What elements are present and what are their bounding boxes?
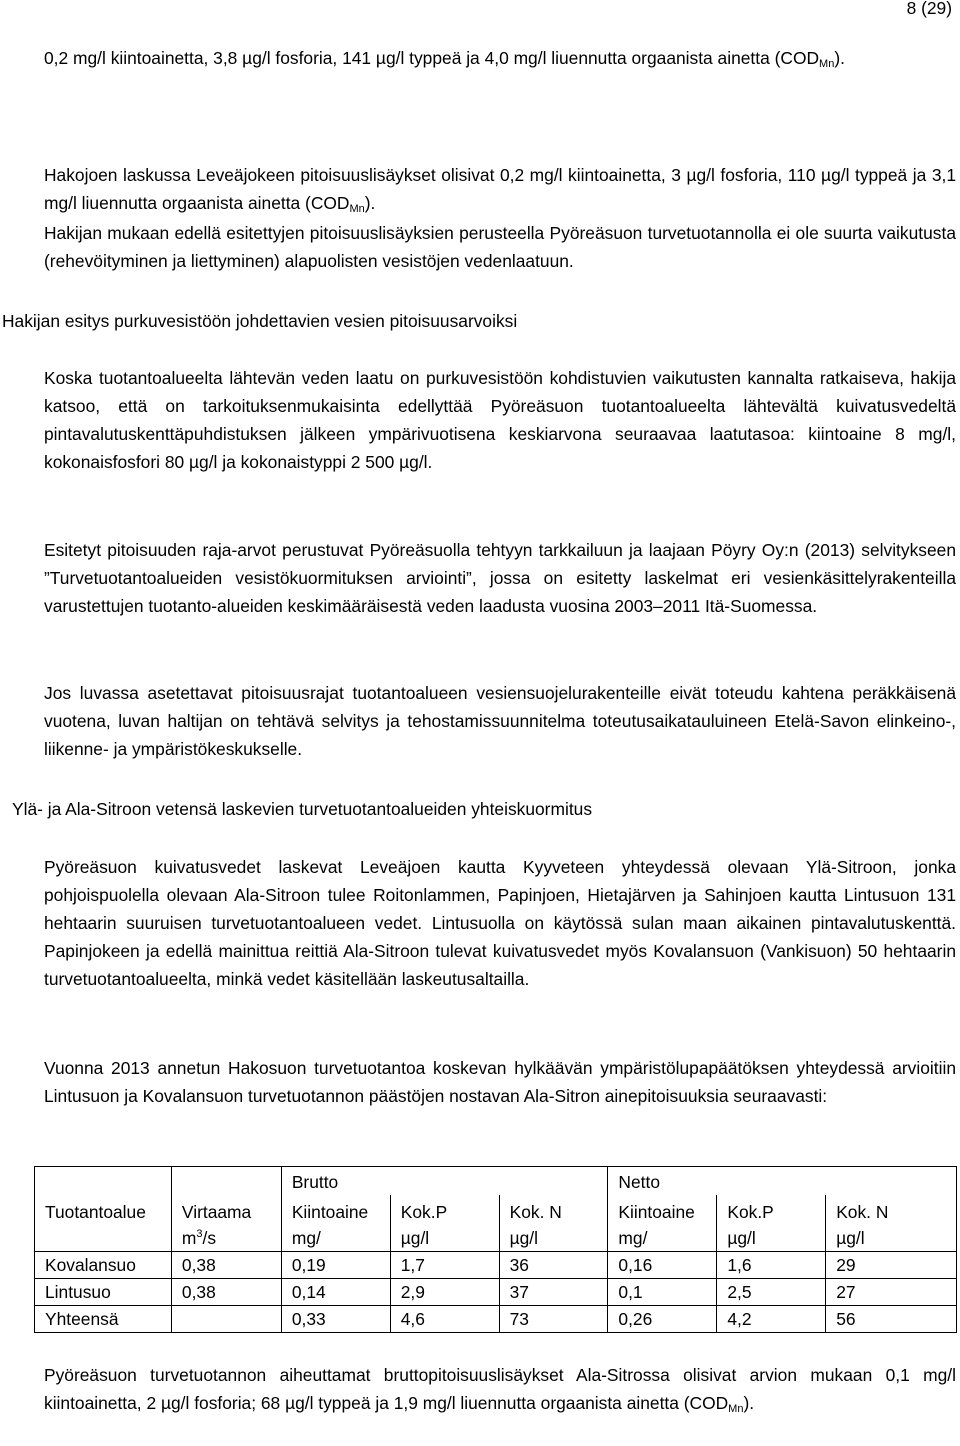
cell-netto-kiinto: 0,1 bbox=[608, 1279, 717, 1306]
table-cell bbox=[35, 1167, 172, 1196]
col-header-netto-kokn: Kok. N µg/l bbox=[826, 1195, 957, 1252]
section-heading-yhteiskuormitus: Ylä- ja Ala-Sitroon vetensä laskevien turvetuotantoalueiden yhteiskuormitus bbox=[12, 799, 593, 819]
col-header-area: Tuotantoalue bbox=[35, 1195, 172, 1252]
group-header-netto: Netto bbox=[608, 1167, 957, 1196]
cell-netto-kiinto: 0,16 bbox=[608, 1252, 717, 1279]
section-heading-pitoisuusarvot: Hakijan esitys purkuvesistöön johdettavien vesien pitoisuusarvoiksi bbox=[2, 311, 518, 331]
cell-brutto-kokp: 2,9 bbox=[390, 1279, 499, 1306]
cell-brutto-kokp: 4,6 bbox=[390, 1306, 499, 1333]
cell-area: Yhteensä bbox=[35, 1306, 172, 1333]
cell-brutto-kokn: 37 bbox=[499, 1279, 608, 1306]
cell-brutto-kiinto: 0,19 bbox=[281, 1252, 390, 1279]
cell-brutto-kiinto: 0,33 bbox=[281, 1306, 390, 1333]
cell-brutto-kokn: 36 bbox=[499, 1252, 608, 1279]
paragraph-2: Hakojoen laskussa Leveäjokeen pitoisuuslisäykset olisivat 0,2 mg/l kiintoainetta, 3 µg/l fosforia, 110 µg/l typpeä ja 3,1 mg/l liuennutta orgaanista ainetta $(COD_{Mn})$. bbox=[44, 165, 956, 215]
cell-netto-kokp: 2,5 bbox=[717, 1279, 826, 1306]
table-cell bbox=[171, 1167, 281, 1196]
cell-flow bbox=[171, 1306, 281, 1333]
page-number: 8 (29) bbox=[906, 0, 952, 18]
table-row bbox=[35, 1252, 957, 1279]
cell-area: Lintusuo bbox=[35, 1279, 172, 1306]
cell-netto-kokn: 56 bbox=[826, 1306, 957, 1333]
col-header-flow: Virtaama $m^3/s$ bbox=[171, 1195, 281, 1252]
col-header-brutto-kokp: Kok.P µg/l bbox=[390, 1195, 499, 1252]
cell-flow: 0,38 bbox=[171, 1252, 281, 1279]
paragraph-7: Pyöreäsuon kuivatusvedet laskevat Leveäjoen kautta Kyyveteen yhteydessä olevaan Ylä-Sitroon, jonka pohjoispuolella olevaan Ala-Sitroon tulee Roitonlammen, Papinjoen, Hietajärven ja Sahinjoen kautta Lintusuon 131 hehtaarin suuruisen turvetuotantoalueen vedet. Lintusuolla on käytössä sulan maan aikainen pintavalutuskenttä. Papinjokeen ja edellä mainittua reittiä Ala-Sitroon tulevat kuivatusvedet myös Kovalansuon (Vankisuon) 50 hehtaarin turvetuotantoalueelta, minkä vedet käsitellään laskeutusaltailla. bbox=[44, 857, 956, 989]
paragraph-3: Hakijan mukaan edellä esitettyjen pitoisuuslisäyksien perusteella Pyöreäsuon turvetuotannolla ei ole suurta vaikutusta (rehevöityminen ja liettyminen) alapuolisten vesistöjen vedenlaatuun. bbox=[44, 223, 956, 271]
group-header-brutto: Brutto bbox=[281, 1167, 608, 1196]
cell-brutto-kiinto: 0,14 bbox=[281, 1279, 390, 1306]
table-row bbox=[35, 1279, 957, 1306]
paragraph-1: 0,2 mg/l kiintoainetta, 3,8 µg/l fosforia, 141 µg/l typpeä ja 4,0 mg/l liuennutta orgaanista ainetta $(COD_{Mn})$. bbox=[44, 48, 845, 70]
col-header-netto-kokp: Kok.P µg/l bbox=[717, 1195, 826, 1252]
cell-brutto-kokn: 73 bbox=[499, 1306, 608, 1333]
col-header-brutto-kiinto: Kiintoaine mg/ bbox=[281, 1195, 390, 1252]
paragraph-4: Koska tuotantoalueelta lähtevän veden laatu on purkuvesistöön kohdistuvien vaikutusten kannalta ratkaiseva, hakija katsoo, että on tarkoituksenmukaisinta edellyttää Pyöreäsuon tuotantoalueelta lähtevältä kuivatusvedeltä pintavalutuskenttäpuhdistuksen jälkeen ympärivuotisena keskiarvona seuraavaa laatutasoa: kiintoaine 8 mg/l, kokonaisfosfori 80 µg/l ja kokonaistyppi 2 500 µg/l. bbox=[44, 368, 956, 472]
paragraph-6: Jos luvassa asetettavat pitoisuusrajat tuotantoalueen vesiensuojelurakenteille eivät toteudu kahtena peräkkäisenä vuotena, luvan haltijan on tehtävä selvitys ja tehostamissuunnitelma toteutusaikatauluineen Etelä-Savon elinkeino-, liikenne- ja ympäristökeskukselle. bbox=[44, 683, 956, 759]
cell-netto-kokp: 1,6 bbox=[717, 1252, 826, 1279]
paragraph-5: Esitetyt pitoisuuden raja-arvot perustuvat Pyöreäsuolla tehtyyn tarkkailuun ja laajaan Pöyry Oy:n (2013) selvitykseen ”Turvetuotantoalueiden vesistökuormituksen arviointi”, jossa on esitetty laskelmat eri vesienkäsittelyrakenteilla varustettujen tuotanto-alueiden keskimääräisestä veden laadusta vuosina 2003–2011 Itä-Suomessa. bbox=[44, 540, 956, 616]
cell-brutto-kokp: 1,7 bbox=[390, 1252, 499, 1279]
cell-netto-kokp: 4,2 bbox=[717, 1306, 826, 1333]
col-header-brutto-kokn: Kok. N µg/l bbox=[499, 1195, 608, 1252]
col-header-netto-kiinto: Kiintoaine mg/ bbox=[608, 1195, 717, 1252]
paragraph-9: Pyöreäsuon turvetuotannon aiheuttamat bruttopitoisuuslisäykset Ala-Sitrossa olisivat arvion mukaan 0,1 mg/l kiintoainetta, 2 µg/l fosforia; 68 µg/l typpeä ja 1,9 mg/l liuennutta orgaanista ainetta $(COD_{Mn})$. bbox=[44, 1365, 956, 1415]
cell-area: Kovalansuo bbox=[35, 1252, 172, 1279]
cell-netto-kokn: 29 bbox=[826, 1252, 957, 1279]
paragraph-8: Vuonna 2013 annetun Hakosuon turvetuotantoa koskevan hylkäävän ympäristölupapäätöksen yhteydessä arvioitiin Lintusuon ja Kovalansuon turvetuotannon päästöjen nostavan Ala-Sitron ainepitoisuuksia seuraavasti: bbox=[44, 1058, 956, 1106]
cell-flow: 0,38 bbox=[171, 1279, 281, 1306]
table-column-header-row bbox=[35, 1195, 957, 1252]
cell-netto-kiinto: 0,26 bbox=[608, 1306, 717, 1333]
concentration-table bbox=[34, 1166, 957, 1333]
table-row bbox=[35, 1306, 957, 1333]
cell-netto-kokn: 27 bbox=[826, 1279, 957, 1306]
table-group-header-row bbox=[35, 1167, 957, 1196]
